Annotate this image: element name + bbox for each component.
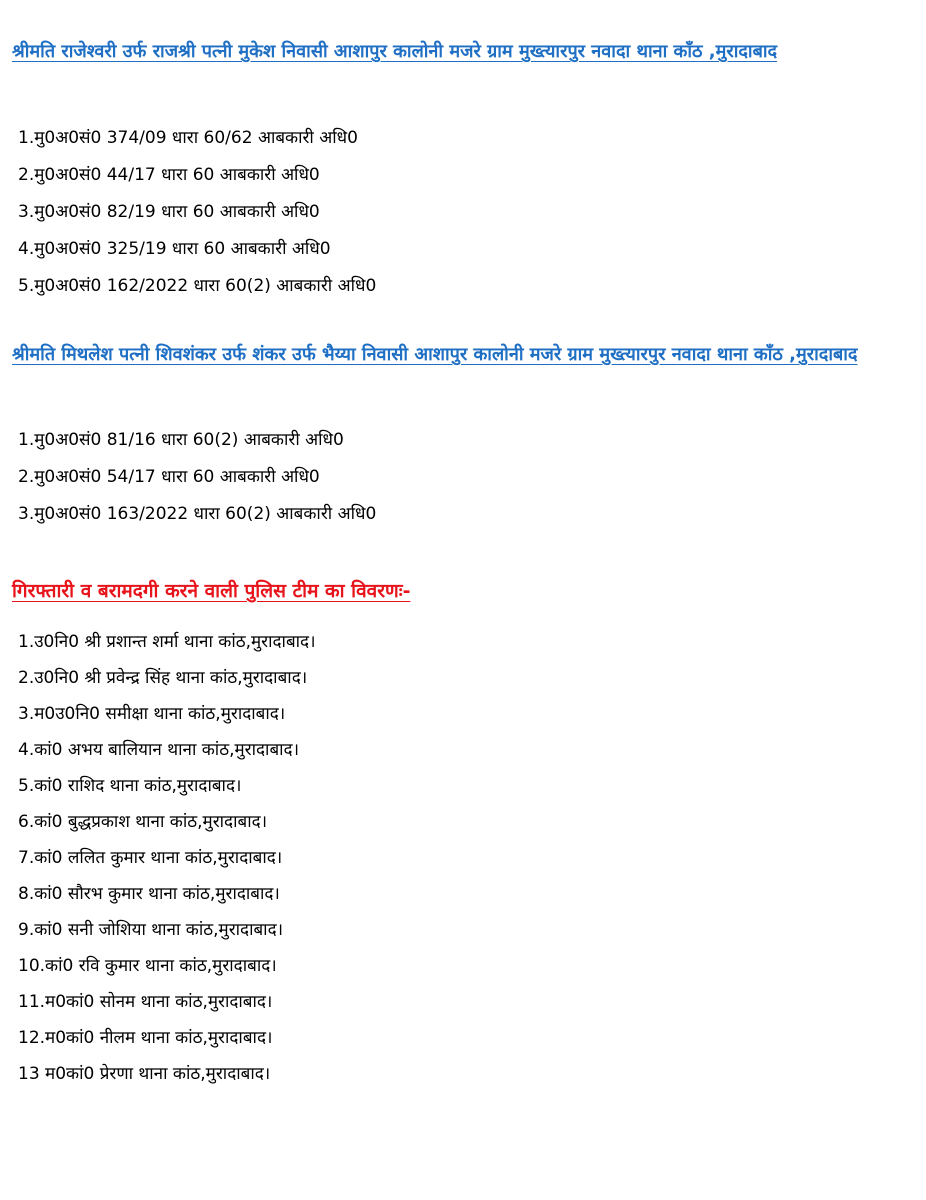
police-team-list: [18, 624, 316, 1092]
team-member: 8.कां0 सौरभ कुमार थाना कांठ,मुरादाबाद।: [18, 884, 280, 904]
case-item: 5.मु0अ0सं0 162/2022 धारा 60(2) आबकारी अधि0: [18, 276, 377, 296]
team-member: 3.म0उ0नि0 समीक्षा थाना कांठ,मुरादाबाद।: [18, 704, 286, 724]
team-member: 6.कां0 बुद्धप्रकाश थाना कांठ,मुरादाबाद।: [18, 812, 268, 832]
case-item: 3.मु0अ0सं0 82/19 धारा 60 आबकारी अधि0: [18, 202, 320, 222]
case-item: 3.मु0अ0सं0 163/2022 धारा 60(2) आबकारी अधि0: [18, 504, 377, 524]
case-item: 4.मु0अ0सं0 325/19 धारा 60 आबकारी अधि0: [18, 239, 331, 259]
accused-1-case-list: [18, 120, 376, 305]
accused-2-heading: श्रीमति मिथलेश पत्नी शिवशंकर उर्फ शंकर उर्फ भैय्या निवासी आशापुर कालोनी मजरे ग्राम मुख्त्यारपुर नवादा थाना काँठ ,मुरादाबाद: [12, 344, 858, 365]
team-member: 1.उ0नि0 श्री प्रशान्त शर्मा थाना कांठ,मुरादाबाद।: [18, 632, 316, 652]
case-item: 2.मु0अ0सं0 44/17 धारा 60 आबकारी अधि0: [18, 165, 320, 185]
case-item: 1.मु0अ0सं0 374/09 धारा 60/62 आबकारी अधि0: [18, 128, 358, 148]
team-member: 4.कां0 अभय बालियान थाना कांठ,मुरादाबाद।: [18, 740, 300, 760]
team-member: 12.म0कां0 नीलम थाना कांठ,मुरादाबाद।: [18, 1028, 273, 1048]
team-member: 13 म0कां0 प्रेरणा थाना कांठ,मुरादाबाद।: [18, 1064, 271, 1084]
team-member: 2.उ0नि0 श्री प्रवेन्द्र सिंह थाना कांठ,मुरादाबाद।: [18, 668, 308, 688]
case-item: 2.मु0अ0सं0 54/17 धारा 60 आबकारी अधि0: [18, 467, 320, 487]
team-member: 10.कां0 रवि कुमार थाना कांठ,मुरादाबाद।: [18, 956, 277, 976]
accused-2-case-list: [18, 422, 376, 533]
team-member: 9.कां0 सनी जोशिया थाना कांठ,मुरादाबाद।: [18, 920, 284, 940]
team-member: 5.कां0 राशिद थाना कांठ,मुरादाबाद।: [18, 776, 242, 796]
team-member: 7.कां0 ललित कुमार थाना कांठ,मुरादाबाद।: [18, 848, 283, 868]
case-item: 1.मु0अ0सं0 81/16 धारा 60(2) आबकारी अधि0: [18, 430, 344, 450]
accused-1-heading: श्रीमति राजेश्वरी उर्फ राजश्री पत्नी मुकेश निवासी आशापुर कालोनी मजरे ग्राम मुख्त्यारपुर नवादा थाना काँठ ,मुरादाबाद: [12, 41, 778, 62]
team-member: 11.म0कां0 सोनम थाना कांठ,मुरादाबाद।: [18, 992, 273, 1012]
police-team-heading: गिरफ्तारी व बरामदगी करने वाली पुलिस टीम का विवरणः-: [12, 580, 411, 602]
